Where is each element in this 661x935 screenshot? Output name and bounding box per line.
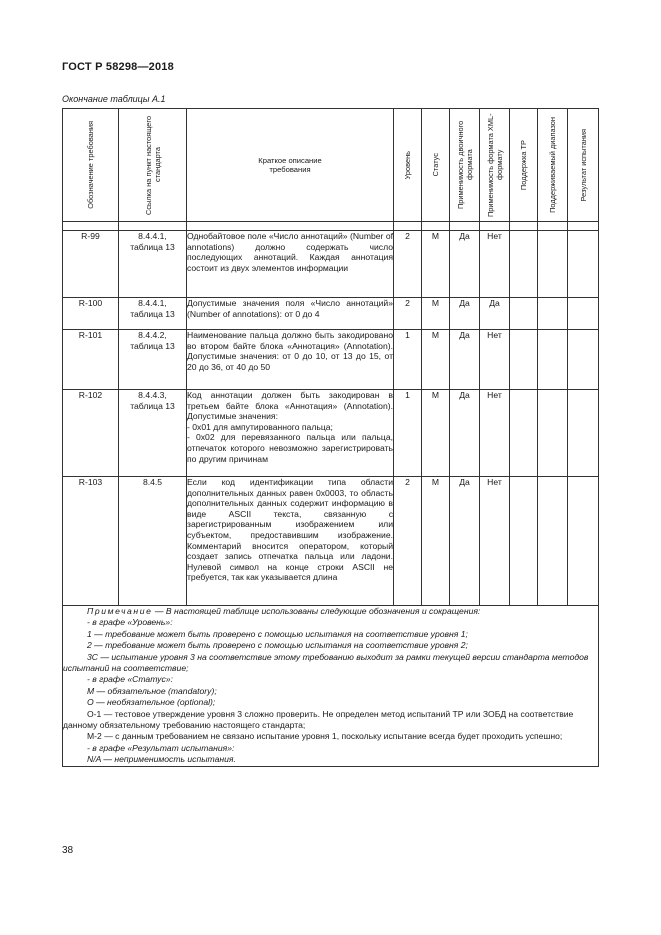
req-desc: Наименование пальца должно быть закодировано во втором байте блока «Аннотация» (Annotation). Допустимые значения: от 0 до 10, от 13 до 15, от 20 до 36, от 40 до 50 [187,330,394,390]
req-level: 1 [394,330,422,390]
req-level: 2 [394,298,422,330]
req-desc [187,390,394,477]
col-header-desc [187,109,394,222]
req-status: М [422,390,450,477]
req-xml: Нет [480,390,510,477]
table-notes [63,606,599,767]
note-line: - в графе «Результат испытания»: [87,742,235,753]
note-line: 2 — требование может быть проверено с помощью испытания на соответствие уровня 2; [87,640,468,651]
req-tp [510,298,538,330]
req-range [538,298,568,330]
notes-intro: Примечание — В настоящей таблице использованы следующие обозначения и сокращения: [87,606,481,616]
requirements-table [62,108,599,767]
document-title: ГОСТ Р 58298—2018 [62,61,174,73]
col-header-desc-line2: требования [269,165,311,174]
note-line: О-1 — тестовое утверждение уровня 3 сложно проверить. Не определен метод испытаний ТР или ЗОБД на соответствие данному обязательному требованию настоящего стандарта; [63,708,574,731]
note-line: М-2 — с данным требованием не связано испытание уровня 1, поскольку испытание всегда будет проходить успешно; [87,731,563,742]
req-ref: 8.4.4.1, таблица 13 [119,298,187,330]
req-xml: Нет [480,231,510,298]
req-range [538,477,568,606]
req-ref: 8.4.4.3, таблица 13 [119,390,187,477]
req-binary: Да [450,330,480,390]
req-tp [510,330,538,390]
req-tp [510,477,538,606]
note-line: 1 — требование может быть проверено с помощью испытания на соответствие уровня 1; [87,628,468,639]
col-header-tp: Поддержка ТР [510,109,538,222]
note-line: - в графе «Уровень»: [87,617,173,628]
note-line: 3С — испытание уровня 3 на соответствие этому требованию выходит за рамки текущей версии стандарта методов испытаний на соответствие; [63,651,589,674]
table-row [63,330,599,390]
col-header-status: Статус [422,109,450,222]
col-header-xml: Применимость формата XML-формату [480,109,510,222]
table-row [63,477,599,606]
req-result [568,231,599,298]
req-status: М [422,298,450,330]
req-xml: Нет [480,330,510,390]
note-line: О — необязательное (optional); [87,697,216,708]
page-number: 38 [62,845,74,856]
req-tp [510,231,538,298]
req-id: R-99 [63,231,119,298]
req-id: R-103 [63,477,119,606]
req-binary: Да [450,231,480,298]
req-desc-item: - 0x01 для ампутированного пальца; [187,421,333,432]
col-header-range: Поддерживаемый диапазон [538,109,568,222]
req-id: R-100 [63,298,119,330]
col-header-ref: Ссылка на пункт настоящего стандарта [119,109,187,222]
note-line: - в графе «Статус»: [87,674,173,685]
col-header-desc-line1: Краткое описание [258,155,322,165]
req-desc-text: Код аннотации должен быть закодирован в третьем байте блока «Аннотация» (Annotation). Допустимые значения: [187,390,393,422]
req-ref: 8.4.4.2, таблица 13 [119,330,187,390]
req-result [568,477,599,606]
req-status: М [422,231,450,298]
req-result [568,330,599,390]
req-xml: Да [480,298,510,330]
req-desc: Допустимые значения поля «Число аннотаций» (Number of annotations): от 0 до 4 [187,298,394,330]
req-desc: Если код идентификации типа области дополнительных данных равен 0x0003, то область дополнительных данных содержит информацию в виде ASCII текста, связанную с зарегистрированным изображением или субъектом, предоставившим изображение. Комментарий вносится оператором, который создает запись отпечатка пальца или ладони. Нулевой символ на конце строки ASCII не требуется, так как указывается длина [187,477,394,606]
col-header-result: Результат испытания [568,109,599,222]
header-spacer-row [63,222,599,231]
req-range [538,330,568,390]
table-row [63,390,599,477]
req-range [538,390,568,477]
req-status: М [422,330,450,390]
req-id: R-102 [63,390,119,477]
req-desc-item: - 0x02 для перевязанного пальца или пальца, отпечаток которого невозможно зарегистрировать по другим причинам [187,432,393,464]
table-row [63,231,599,298]
req-range [538,231,568,298]
req-status: М [422,477,450,606]
col-header-binary: Применимость двоичного формата [450,109,480,222]
table-caption: Окончание таблицы А.1 [62,94,166,104]
req-level: 2 [394,477,422,606]
req-id: R-101 [63,330,119,390]
req-tp [510,390,538,477]
req-binary: Да [450,390,480,477]
note-line: М — обязательное (mandatory); [87,685,217,696]
req-level: 1 [394,390,422,477]
req-result [568,390,599,477]
notes-label: Примечание [87,606,153,616]
req-result [568,298,599,330]
req-ref: 8.4.4.1, таблица 13 [119,231,187,298]
col-header-id: Обозначение требования [63,109,119,222]
req-level: 2 [394,231,422,298]
table-header-row [63,109,599,222]
req-xml: Нет [480,477,510,606]
col-header-level: Уровень [394,109,422,222]
req-desc: Однобайтовое поле «Число аннотаций» (Number of annotations) должно содержать число последующих аннотаций. Каждая аннотация состоит из двух элементов информации [187,231,394,298]
req-ref: 8.4.5 [119,477,187,606]
req-binary: Да [450,298,480,330]
req-binary: Да [450,477,480,606]
note-line: N/A — неприменимость испытания. [87,754,236,765]
notes-row [63,606,599,767]
table-row [63,298,599,330]
